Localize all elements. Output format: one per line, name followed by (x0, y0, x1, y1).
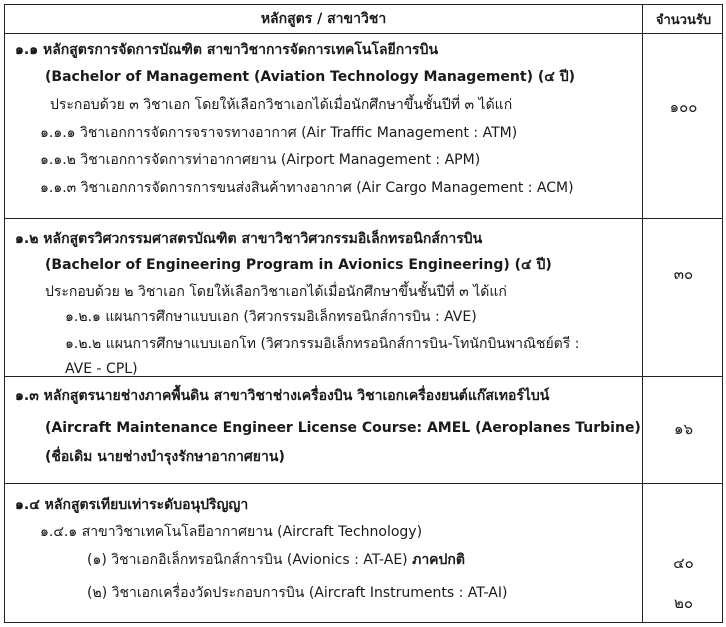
section-4-sub: ๑.๔.๑ สาขาวิชาเทคโนโลยีอากาศยาน (Aircraft Technology) (40, 524, 423, 540)
section-4-item1-seats: ๔๐ (673, 554, 694, 572)
section-1-english: (Bachelor of Management (Aviation Technology Management) (๔ ปี) (45, 69, 575, 85)
section-1-item: ๑.๑.๓ วิชาเอกการจัดการการขนส่งสินค้าทางอากาศ (Air Cargo Management : ACM) (40, 180, 574, 196)
section-3-english: (Aircraft Maintenance Engineer License Course: AMEL (Aeroplanes Turbine) (45, 420, 641, 436)
header-seats: จำนวนรับ (655, 12, 712, 28)
row-divider (5, 376, 722, 377)
section-2-title: ๑.๒ หลักสูตรวิศวกรรมศาสตรบัณฑิต สาขาวิชาวิศวกรรมอิเล็กทรอนิกส์การบิน (15, 231, 483, 247)
section-1-title: ๑.๑ หลักสูตรการจัดการบัณฑิต สาขาวิชาการจัดการเทคโนโลยีการบิน (15, 42, 439, 58)
section-1-item: ๑.๑.๑ วิชาเอกการจัดการจราจรทางอากาศ (Air Traffic Management : ATM) (40, 125, 518, 141)
section-3-seats: ๑๖ (673, 420, 694, 438)
section-3-former: (ชื่อเดิม นายช่างบำรุงรักษาอากาศยาน) (45, 449, 285, 465)
section-4-item (87, 550, 465, 570)
section-4-title: ๑.๔ หลักสูตรเทียบเท่าระดับอนุปริญญา (15, 497, 249, 513)
section-2-english: (Bachelor of Engineering Program in Avionics Engineering) (๔ ปี) (45, 257, 552, 273)
item-text: (๑) วิชาเอกอิเล็กทรอนิกส์การบิน (Avionics : AT-AE) (87, 552, 413, 568)
section-2-seats: ๓๐ (673, 265, 694, 283)
section-1-intro: ประกอบด้วย ๓ วิชาเอก โดยให้เลือกวิชาเอกได้เมื่อนักศึกษาขึ้นชั้นปีที่ ๓ ได้แก่ (50, 97, 513, 113)
header-course: หลักสูตร / สาขาวิชา (260, 11, 387, 27)
section-2-item: ๑.๒.๑ แผนการศึกษาแบบเอก (วิศวกรรมอิเล็กทรอนิกส์การบิน : AVE) (65, 309, 477, 325)
section-2-intro: ประกอบด้วย ๒ วิชาเอก โดยให้เลือกวิชาเอกได้เมื่อนักศึกษาขึ้นชั้นปีที่ ๓ ได้แก่ (45, 284, 507, 300)
item-bold-label: ภาคปกติ (412, 552, 466, 568)
section-2-item: AVE - CPL) (65, 361, 138, 377)
section-1-seats: ๑๐๐ (669, 98, 698, 116)
row-divider (5, 218, 722, 219)
section-4-item2-seats: ๒๐ (673, 594, 694, 612)
course-table (4, 4, 723, 623)
row-divider (5, 483, 722, 484)
section-4-item: (๒) วิชาเอกเครื่องวัดประกอบการบิน (Aircraft Instruments : AT-AI) (87, 585, 508, 601)
header-divider (5, 33, 722, 34)
section-3-title: ๑.๓ หลักสูตรนายช่างภาคพื้นดิน สาขาวิชาช่างเครื่องบิน วิชาเอกเครื่องยนต์แก๊สเทอร์ไบน์ (15, 388, 550, 404)
section-2-item: ๑.๒.๒ แผนการศึกษาแบบเอกโท (วิศวกรรมอิเล็กทรอนิกส์การบิน-โทนักบินพาณิชย์ตรี : (65, 336, 580, 352)
section-1-item: ๑.๑.๒ วิชาเอกการจัดการท่าอากาศยาน (Airport Management : APM) (40, 152, 481, 168)
